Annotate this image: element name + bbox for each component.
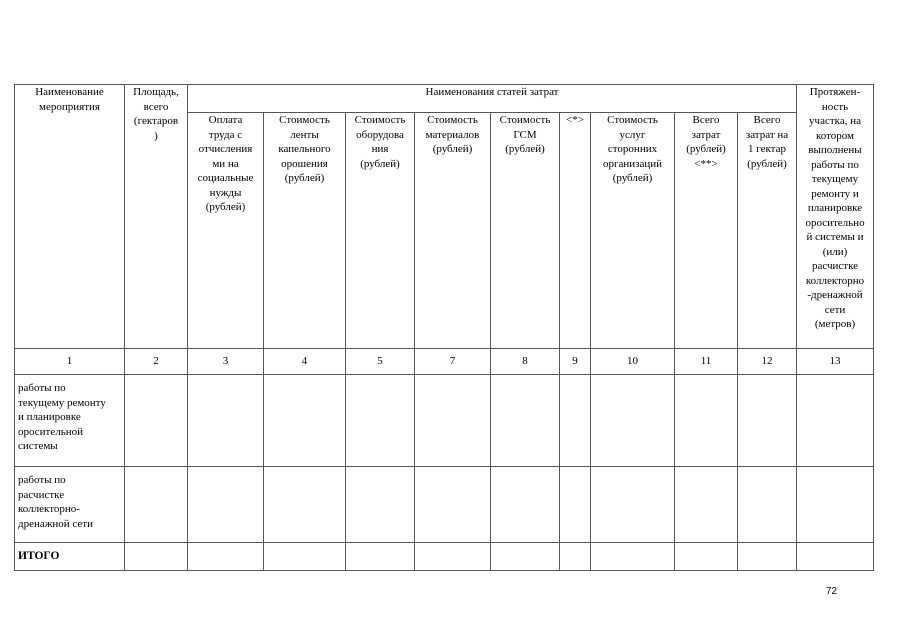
empty-cell (346, 543, 415, 571)
empty-cell (188, 543, 264, 571)
empty-cell (675, 375, 738, 467)
empty-cell (675, 543, 738, 571)
header-materials-cost: Стоимость материалов (рублей) (415, 113, 491, 349)
column-number: 2 (125, 349, 188, 375)
page-number: 72 (826, 586, 838, 597)
empty-cell (491, 375, 560, 467)
empty-cell (188, 467, 264, 543)
empty-cell (560, 375, 591, 467)
header-fuel-cost: Стоимость ГСМ (рублей) (491, 113, 560, 349)
header-equipment-cost: Стоимость оборудова ния (рублей) (346, 113, 415, 349)
header-footnote-column: <*> (560, 113, 591, 349)
column-number: 5 (346, 349, 415, 375)
column-numbers-row (15, 349, 874, 375)
total-label: ИТОГО (15, 543, 125, 571)
empty-cell (560, 467, 591, 543)
empty-cell (264, 467, 346, 543)
empty-cell (591, 375, 675, 467)
empty-cell (264, 375, 346, 467)
header-section-length: Протяжен- ность участка, на котором выполнены работы по текущему ремонту и планировке оросительно й системы и (или) расчистке коллекторно -дренажной сети (метров) (797, 85, 874, 349)
column-number: 12 (738, 349, 797, 375)
header-third-party-services-cost: Стоимость услуг сторонних организаций (рублей) (591, 113, 675, 349)
row-label-repair-works: работы по текущему ремонту и планировке оросительной системы (15, 375, 125, 467)
empty-cell (125, 543, 188, 571)
empty-cell (415, 467, 491, 543)
empty-cell (491, 543, 560, 571)
empty-cell (415, 543, 491, 571)
cost-table (14, 84, 874, 571)
empty-cell (738, 467, 797, 543)
empty-cell (738, 543, 797, 571)
column-number: 7 (415, 349, 491, 375)
column-number: 11 (675, 349, 738, 375)
empty-cell (797, 467, 874, 543)
empty-cell (491, 467, 560, 543)
empty-cell (591, 543, 675, 571)
column-number: 13 (797, 349, 874, 375)
column-number: 8 (491, 349, 560, 375)
column-number: 1 (15, 349, 125, 375)
header-cost-items-group: Наименования статей затрат (188, 85, 797, 113)
empty-cell (591, 467, 675, 543)
header-cost-per-hectare: Всего затрат на 1 гектар (рублей) (738, 113, 797, 349)
empty-cell (415, 375, 491, 467)
empty-cell (125, 467, 188, 543)
empty-cell (188, 375, 264, 467)
empty-cell (264, 543, 346, 571)
column-number: 4 (264, 349, 346, 375)
column-number: 3 (188, 349, 264, 375)
table-row (15, 467, 874, 543)
empty-cell (346, 467, 415, 543)
header-total-cost: Всего затрат (рублей) <**> (675, 113, 738, 349)
empty-cell (560, 543, 591, 571)
column-number: 9 (560, 349, 591, 375)
empty-cell (125, 375, 188, 467)
empty-cell (797, 375, 874, 467)
empty-cell (738, 375, 797, 467)
column-number: 10 (591, 349, 675, 375)
empty-cell (797, 543, 874, 571)
empty-cell (346, 375, 415, 467)
header-area: Площадь, всего (гектаров ) (125, 85, 188, 349)
header-activity-name: Наименование мероприятия (15, 85, 125, 349)
header-labor-cost: Оплата труда с отчисления ми на социальные нужды (рублей) (188, 113, 264, 349)
total-row (15, 543, 874, 571)
row-label-drainage-cleaning: работы по расчистке коллекторно- дренажной сети (15, 467, 125, 543)
header-drip-tape-cost: Стоимость ленты капельного орошения (рублей) (264, 113, 346, 349)
table-row (15, 375, 874, 467)
empty-cell (675, 467, 738, 543)
